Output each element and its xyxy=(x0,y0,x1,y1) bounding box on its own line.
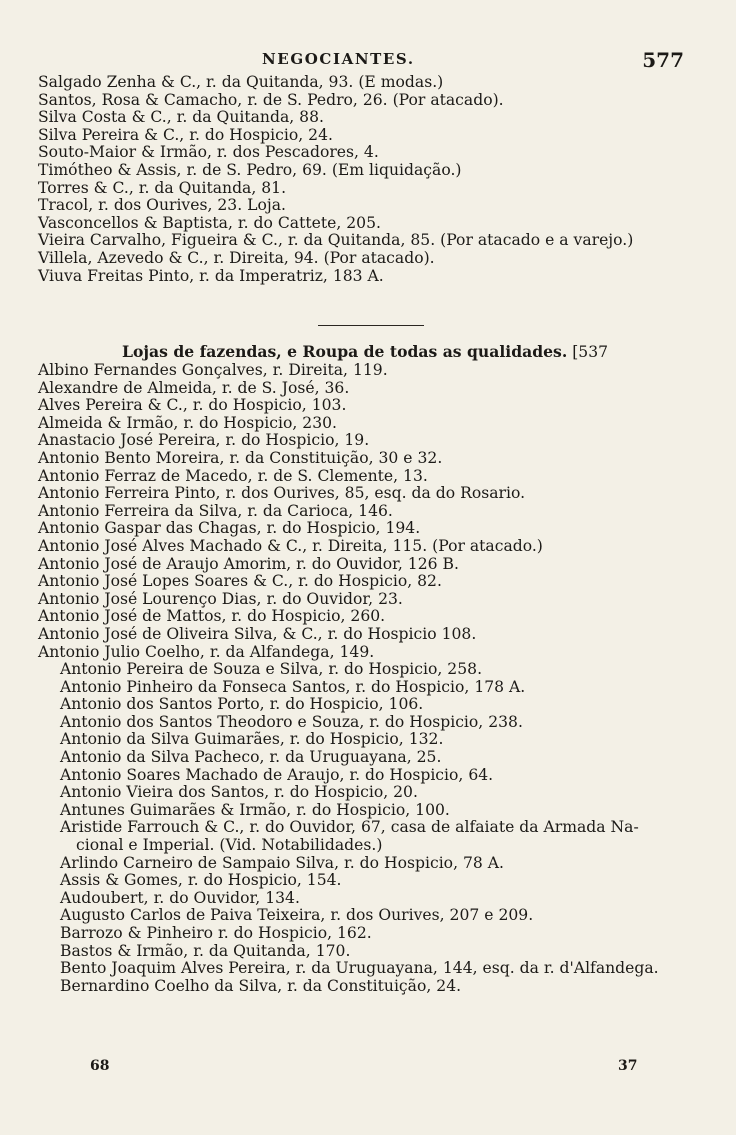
list-item: Antonio da Silva Guimarães, r. do Hospicio, 132. xyxy=(60,730,444,749)
section-divider xyxy=(318,325,424,326)
list-item: Antonio Julio Coelho, r. da Alfandega, 149. xyxy=(38,642,375,661)
list-item-continuation: cional e Imperial. (Vid. Notabilidades.) xyxy=(76,836,383,855)
list-item: Salgado Zenha & C., r. da Quitanda, 93. (E modas.) xyxy=(38,73,444,91)
list-item: Silva Pereira & C., r. do Hospicio, 24. xyxy=(38,125,333,144)
list-item: Antonio Gaspar das Chagas, r. do Hospicio, 194. xyxy=(38,519,421,538)
list-item: Antunes Guimarães & Irmão, r. do Hospicio, 100. xyxy=(60,800,450,819)
list-item: Antonio Pinheiro da Fonseca Santos, r. do Hospicio, 178 A. xyxy=(60,677,526,696)
list-item: Villela, Azevedo & C., r. Direita, 94. (Por atacado). xyxy=(38,248,435,267)
list-item: Antonio Vieira dos Santos, r. do Hospicio, 20. xyxy=(60,783,418,802)
list-item: Barrozo & Pinheiro r. do Hospicio, 162. xyxy=(60,924,372,942)
list-item: Santos, Rosa & Camacho, r. de S. Pedro, 26. (Por atacado). xyxy=(38,90,504,109)
list-item: Augusto Carlos de Paiva Teixeira, r. dos Ourives, 207 e 209. xyxy=(60,906,534,925)
list-item: Alves Pereira & C., r. do Hospicio, 103. xyxy=(38,396,347,415)
list-item: Assis & Gomes, r. do Hospicio, 154. xyxy=(60,871,342,890)
list-item: Aristide Farrouch & C., r. do Ouvidor, 67, casa de alfaiate da Armada Na- xyxy=(60,818,639,837)
list-item: Antonio José de Mattos, r. do Hospicio, 260. xyxy=(38,607,386,626)
list-item: Antonio da Silva Pacheco, r. da Uruguayana, 25. xyxy=(60,748,442,767)
list-item: Tracol, r. dos Ourives, 23. Loja. xyxy=(38,196,286,215)
list-item: Antonio Ferraz de Macedo, r. de S. Clemente, 13. xyxy=(38,466,428,485)
page-header xyxy=(0,48,736,76)
list-item: Bento Joaquim Alves Pereira, r. da Uruguayana, 144, esq. da r. d'Alfandega. xyxy=(60,959,659,978)
list-item: Vieira Carvalho, Figueira & C., r. da Quitanda, 85. (Por atacado e a varejo.) xyxy=(38,231,634,250)
section-heading-text: Lojas de fazendas, e Roupa de todas as qualidades. xyxy=(122,342,568,361)
list-item: Torres & C., r. da Quitanda, 81. xyxy=(38,178,287,197)
list-item: Bastos & Irmão, r. da Quitanda, 170. xyxy=(60,941,351,960)
running-head: NEGOCIANTES. xyxy=(262,50,415,68)
section-heading xyxy=(0,342,736,362)
list-item: Alexandre de Almeida, r. de S. José, 36. xyxy=(38,378,350,397)
list-item: Antonio José de Araujo Amorim, r. do Ouvidor, 126 B. xyxy=(38,554,459,573)
list-item: Almeida & Irmão, r. do Hospicio, 230. xyxy=(38,413,338,432)
list-item: Vasconcellos & Baptista, r. do Cattete, 205. xyxy=(38,213,381,232)
list-item: Souto-Maior & Irmão, r. dos Pescadores, 4. xyxy=(38,143,379,162)
list-item: Antonio Ferreira da Silva, r. da Carioca, 146. xyxy=(38,501,393,520)
list-item: Antonio dos Santos Porto, r. do Hospicio, 106. xyxy=(60,695,424,714)
list-item: Antonio Bento Moreira, r. da Constituição, 30 e 32. xyxy=(38,448,443,467)
list-item: Silva Costa & C., r. da Quitanda, 88. xyxy=(38,108,324,127)
list-item: Antonio José Alves Machado & C., r. Direita, 115. (Por atacado.) xyxy=(38,536,543,555)
list-item: Albino Fernandes Gonçalves, r. Direita, 119. xyxy=(38,361,388,379)
list-item: Bernardino Coelho da Silva, r. da Constituição, 24. xyxy=(60,976,462,995)
signature-mark-right: 37 xyxy=(618,1058,638,1074)
lojas-section xyxy=(0,342,736,995)
list-item: Antonio José de Oliveira Silva, & C., r. do Hospicio 108. xyxy=(38,624,477,643)
section-heading-ref: [537 xyxy=(572,343,609,361)
list-item: Antonio José Lopes Soares & C., r. do Hospicio, 82. xyxy=(38,572,442,591)
negociantes-section xyxy=(0,74,736,285)
list-item: Antonio Pereira de Souza e Silva, r. do Hospicio, 258. xyxy=(60,660,483,679)
signature-mark-left: 68 xyxy=(90,1058,110,1074)
list-item: Timótheo & Assis, r. de S. Pedro, 69. (Em liquidação.) xyxy=(38,160,462,179)
list-item: Viuva Freitas Pinto, r. da Imperatriz, 183 A. xyxy=(38,266,384,285)
list-item: Antonio José Lourenço Dias, r. do Ouvidor, 23. xyxy=(38,589,403,608)
list-item: Antonio Soares Machado de Araujo, r. do Hospicio, 64. xyxy=(60,765,494,784)
list-item: Antonio dos Santos Theodoro e Souza, r. do Hospicio, 238. xyxy=(60,712,523,731)
list-item: Anastacio José Pereira, r. do Hospicio, 19. xyxy=(38,431,370,450)
list-item: Arlindo Carneiro de Sampaio Silva, r. do Hospicio, 78 A. xyxy=(60,853,505,872)
list-item: Antonio Ferreira Pinto, r. dos Ourives, 85, esq. da do Rosario. xyxy=(38,484,526,503)
page-footer xyxy=(0,1058,736,1082)
page-number: 577 xyxy=(642,48,684,72)
list-item: Audoubert, r. do Ouvidor, 134. xyxy=(60,888,300,907)
